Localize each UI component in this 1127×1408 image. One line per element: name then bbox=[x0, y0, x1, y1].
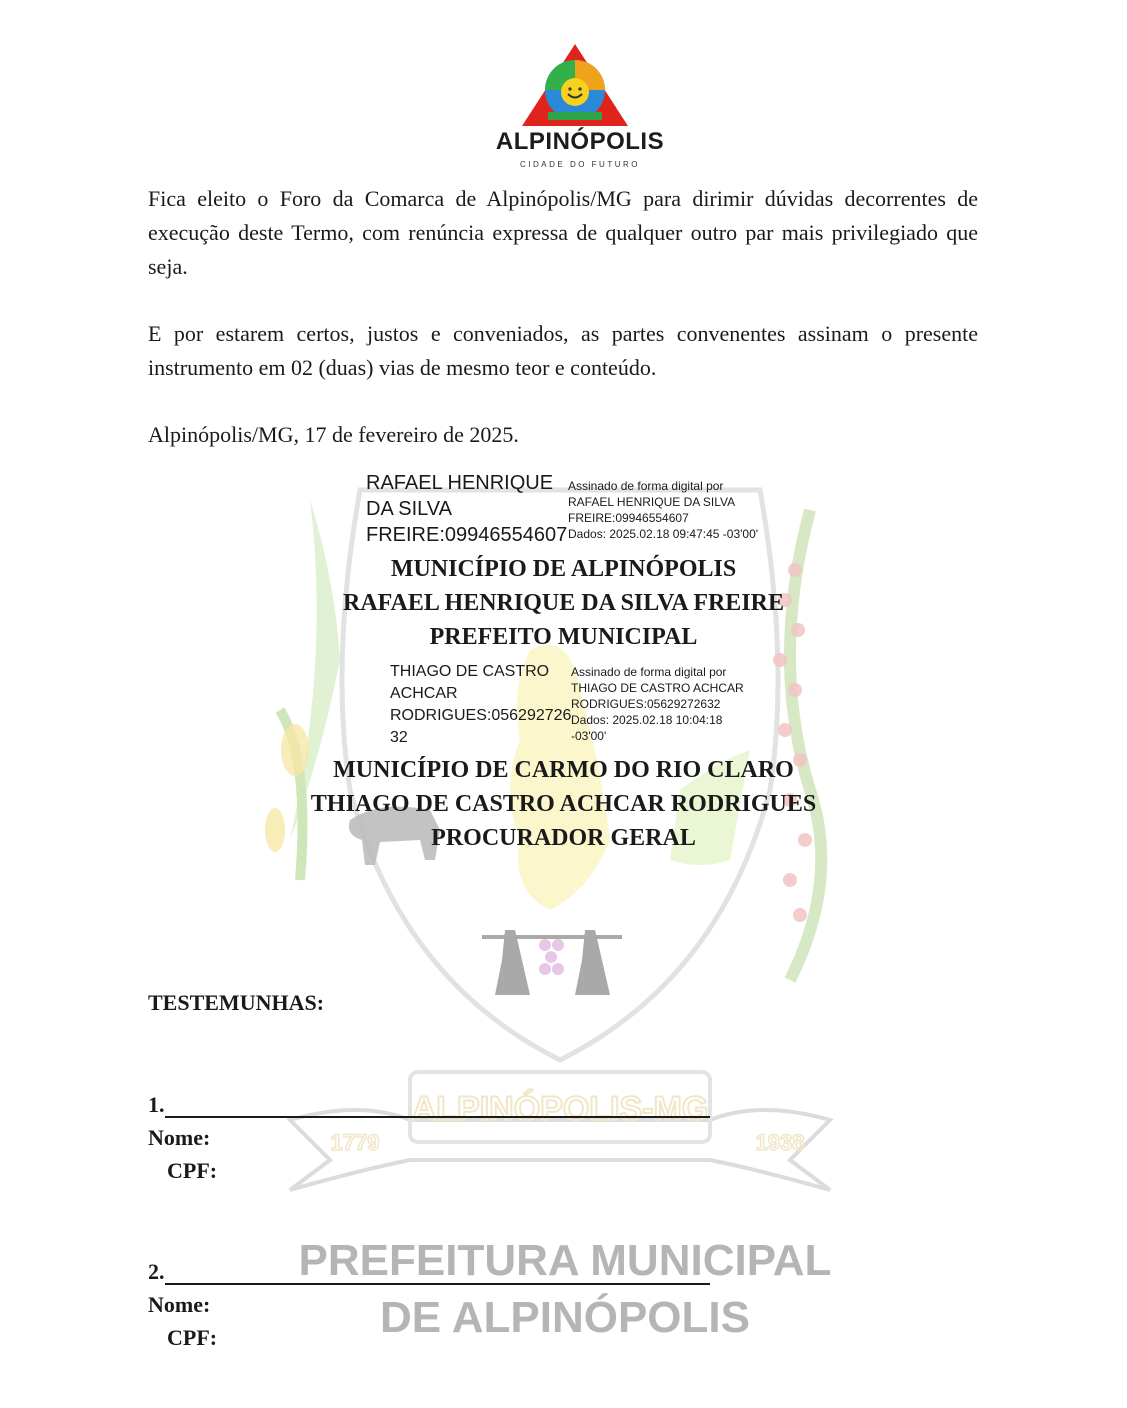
watermark-year-right: 1938 bbox=[755, 1130, 805, 1155]
signature-1-entity-line: PREFEITO MUNICIPAL bbox=[429, 624, 698, 650]
signature-1-detail-line: RAFAEL HENRIQUE DA SILVA bbox=[568, 495, 736, 509]
signature-2-name-line: ACHCAR bbox=[390, 685, 458, 702]
witness-2 bbox=[148, 1259, 710, 1351]
witness-1-number: 1. bbox=[148, 1092, 165, 1117]
logo-title: ALPINÓPOLIS bbox=[495, 128, 665, 155]
signature-2-detail-line: -03'00' bbox=[571, 729, 607, 743]
signature-2-name-line: 32 bbox=[390, 729, 408, 746]
witness-1-cpf-label: CPF: bbox=[167, 1158, 218, 1183]
date-line: Alpinópolis/MG, 17 de fevereiro de 2025. bbox=[148, 422, 519, 447]
signature-2-detail-line: THIAGO DE CASTRO ACHCAR bbox=[571, 681, 744, 695]
watermark-line-1: PREFEITURA MUNICIPAL bbox=[298, 1236, 832, 1285]
signature-2-entity-line: THIAGO DE CASTRO ACHCAR RODRIGUES bbox=[310, 791, 817, 817]
signature-1-name-line: DA SILVA bbox=[366, 498, 452, 520]
watermark-banner-text: ALPINÓPOLIS-MG bbox=[411, 1090, 709, 1128]
signature-1-entity-line: RAFAEL HENRIQUE DA SILVA FREIRE bbox=[342, 590, 784, 616]
witness-1 bbox=[148, 1092, 710, 1184]
municipality-logo bbox=[520, 42, 630, 128]
signature-1-entity-line: MUNICÍPIO DE ALPINÓPOLIS bbox=[390, 556, 737, 582]
signature-2-details bbox=[571, 664, 744, 744]
signature-2-name bbox=[390, 661, 571, 749]
witness-2-number: 2. bbox=[148, 1259, 165, 1284]
paragraph-assinatura: E por estarem certos, justos e conveniados, as partes convenentes assinam o presente instrumento em 02 (duas) vias de mesmo teor e conteúdo. bbox=[148, 321, 978, 380]
signature-1-details bbox=[568, 478, 758, 542]
signature-1-entity bbox=[200, 552, 927, 654]
signature-2-entity-line: PROCURADOR GERAL bbox=[431, 825, 696, 851]
signature-2-detail-line: RODRIGUES:05629272632 bbox=[571, 697, 721, 711]
witness-1-name-label: Nome: bbox=[148, 1125, 211, 1150]
witnesses-heading: TESTEMUNHAS: bbox=[148, 990, 325, 1015]
signature-1-detail-line: Assinado de forma digital por bbox=[568, 479, 724, 493]
witness-2-cpf-label: CPF: bbox=[167, 1325, 218, 1350]
signature-2-detail-line: Assinado de forma digital por bbox=[571, 665, 727, 679]
signature-2-name-line: RODRIGUES:056292726 bbox=[390, 707, 572, 724]
signature-2-detail-line: Dados: 2025.02.18 10:04:18 bbox=[571, 713, 723, 727]
signature-1-detail-line: FREIRE:09946554607 bbox=[568, 511, 689, 525]
watermark-year-left: 1779 bbox=[330, 1130, 380, 1155]
signature-1-detail-line: Dados: 2025.02.18 09:47:45 -03'00' bbox=[568, 527, 759, 541]
watermark-line-2: DE ALPINÓPOLIS bbox=[380, 1293, 750, 1342]
logo-subtitle: CIDADE DO FUTURO bbox=[520, 160, 640, 169]
signature-1-name-line: FREIRE:09946554607 bbox=[366, 524, 568, 546]
witness-2-name-label: Nome: bbox=[148, 1292, 211, 1317]
witness-2-signature-line[interactable] bbox=[165, 1261, 710, 1285]
signature-1-name bbox=[366, 470, 567, 548]
witness-1-signature-line[interactable] bbox=[165, 1094, 710, 1118]
signature-2-entity bbox=[200, 753, 927, 855]
paragraph-foro: Fica eleito o Foro da Comarca de Alpinópolis/MG para dirimir dúvidas decorrentes de execução deste Termo, com renúncia expressa de qualquer outro par mais privilegiado que seja. bbox=[148, 186, 978, 279]
signature-2-name-line: THIAGO DE CASTRO bbox=[390, 663, 550, 680]
signature-1-name-line: RAFAEL HENRIQUE bbox=[366, 472, 554, 494]
signature-2-entity-line: MUNICÍPIO DE CARMO DO RIO CLARO bbox=[333, 757, 794, 783]
